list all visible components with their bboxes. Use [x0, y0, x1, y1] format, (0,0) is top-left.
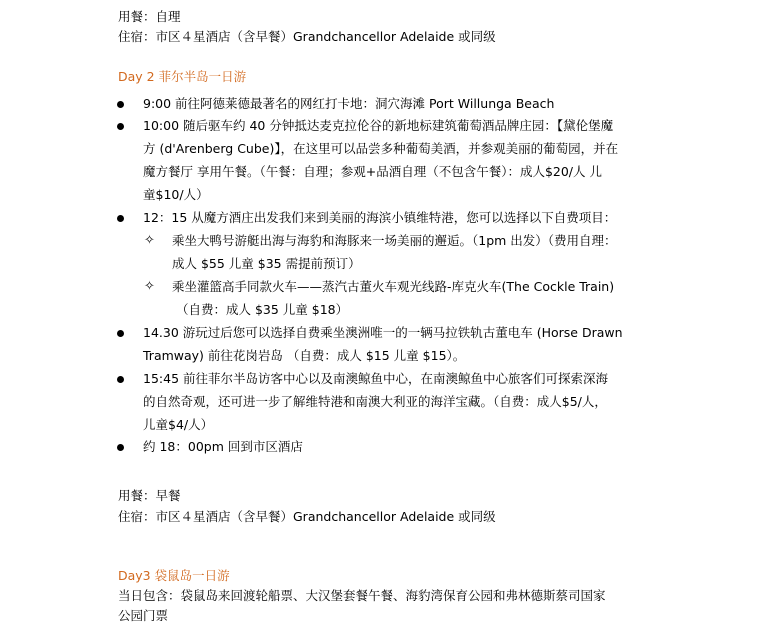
day3-included: 当日包含：袋鼠岛来回渡轮船票、大汉堡套餐午餐、海豹湾保育公园和弗林德斯蔡司国家: [118, 588, 606, 603]
day2-item-4-cont: 儿童$4/人）: [143, 417, 214, 432]
day2-subitem-1-cont: （自费：成人 $35 儿童 $18）: [176, 302, 349, 317]
bullet-icon: [117, 376, 124, 383]
day3-included-cont: 公园门票: [118, 608, 169, 623]
day2-hotel: 住宿：市区４星酒店（含早餐）Grandchancellor Adelaide 或同级: [118, 509, 496, 524]
diamond-bullet-icon: ✧: [144, 233, 155, 248]
day2-subitem-0: 乘坐大鸭号游艇出海与海豹和海豚来一场美丽的邂逅。（1pm 出发）（费用自理：: [172, 233, 617, 248]
day2-item-3: 14.30 游玩过后您可以选择自费乘坐澳洲唯一的一辆马拉铁轨古董电车 (Horse Drawn: [143, 325, 623, 340]
day2-meal: 用餐：早餐: [118, 488, 181, 503]
day3-title: Day3 袋鼠岛一日游: [118, 568, 230, 583]
day2-item-1-cont: 魔方餐厅 享用午餐。（午餐：自理；参观+品酒自理（不包含午餐）：成人$20/人 儿: [143, 164, 602, 179]
day2-item-1: 10:00 随后驱车约 40 分钟抵达麦克拉伦谷的新地标建筑葡萄酒品牌庄园：【黛伦堡魔: [143, 118, 614, 133]
day2-item-2: 12：15 从魔方酒庄出发我们来到美丽的海滨小镇维特港，您可以选择以下自费项目：: [143, 210, 617, 225]
day2-item-0: 9:00 前往阿德莱德最著名的网红打卡地：洞穴海滩 Port Willunga Beach: [143, 96, 555, 111]
day2-subitem-0-cont: 成人 $55 儿童 $35 需提前预订）: [172, 256, 361, 271]
day2-item-3-cont: Tramway) 前往花岗岩岛 （自费：成人 $15 儿童 $15）。: [143, 348, 466, 363]
bullet-icon: [117, 101, 124, 108]
day2-item-4: 15:45 前往菲尔半岛访客中心以及南澳鲸鱼中心，在南澳鲸鱼中心旅客们可探索深海: [143, 371, 608, 386]
bullet-icon: [117, 330, 124, 337]
day2-item-4-cont: 的自然奇观，还可进一步了解维特港和南澳大利亚的海洋宝藏。（自费：成人$5/人，: [143, 394, 607, 409]
bullet-icon: [117, 123, 124, 130]
day2-item-1-cont: 方 (d'Arenberg Cube)】，在这里可以品尝多种葡萄美酒，并参观美丽的葡萄园，并在: [143, 141, 619, 156]
bullet-icon: [117, 215, 124, 222]
diamond-bullet-icon: ✧: [144, 279, 155, 294]
intro-meal: 用餐：自理: [118, 9, 181, 24]
intro-hotel: 住宿：市区４星酒店（含早餐）Grandchancellor Adelaide 或同级: [118, 29, 496, 44]
bullet-icon: [117, 444, 124, 451]
day2-subitem-1: 乘坐灌篮高手同款火车——蒸汽古董火车观光线路-库克火车(The Cockle Train): [172, 279, 615, 294]
day2-item-5: 约 18：00pm 回到市区酒店: [143, 439, 303, 454]
day2-item-1-cont: 童$10/人）: [143, 187, 209, 202]
day2-title: Day 2 菲尔半岛一日游: [118, 69, 247, 84]
